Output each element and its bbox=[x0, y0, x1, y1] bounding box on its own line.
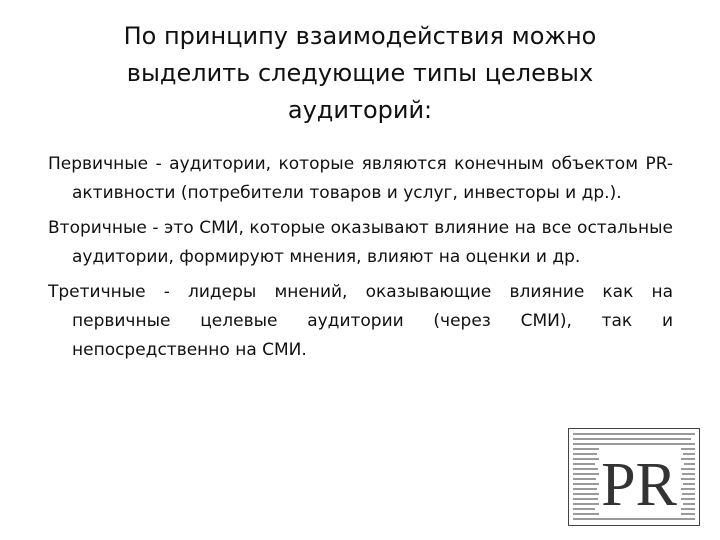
pr-newspaper-image bbox=[568, 428, 700, 526]
term-secondary: Вторичные bbox=[48, 218, 147, 238]
slide-title bbox=[60, 18, 660, 129]
paragraph-tertiary bbox=[48, 278, 673, 365]
term-primary: Первичные bbox=[48, 154, 149, 174]
pr-newspaper-graphic bbox=[569, 429, 699, 525]
term-tertiary: Третичные bbox=[48, 282, 146, 302]
paragraph-primary bbox=[48, 150, 673, 208]
definition-secondary: - это СМИ, которые оказывают влияние на все остальные аудитории, формируют мнения, влияют на оценки и др. bbox=[72, 218, 673, 267]
paragraph-secondary bbox=[48, 214, 673, 272]
pr-logo-text: PR bbox=[601, 451, 677, 519]
title-line-1: По принципу взаимодействия можно bbox=[123, 22, 597, 50]
definition-tertiary: - лидеры мнений, оказывающие влияние как на первичные целевые аудитории (через СМИ), так и непосредственно на СМИ. bbox=[72, 282, 673, 360]
definition-primary: - аудитории, которые являются конечным объектом PR-активности (потребители товаров и услуг, инвесторы и др.). bbox=[72, 154, 673, 203]
slide-body bbox=[48, 150, 673, 371]
title-line-3: аудиторий: bbox=[287, 96, 433, 124]
title-line-2: выделить следующие типы целевых bbox=[126, 59, 594, 87]
